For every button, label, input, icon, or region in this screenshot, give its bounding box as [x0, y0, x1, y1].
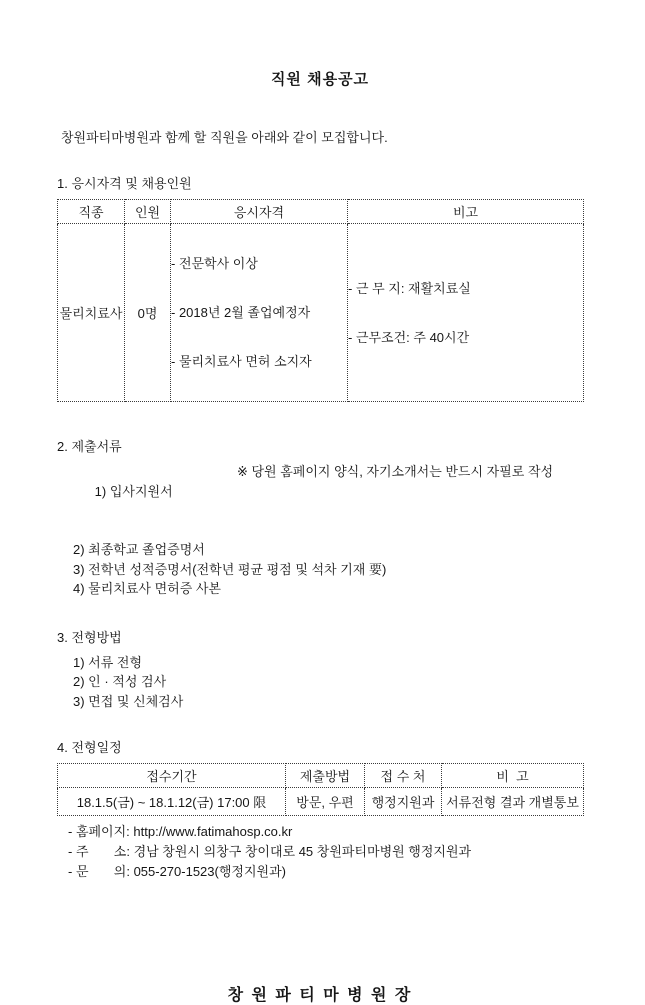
section2-heading: 2. 제출서류	[57, 439, 122, 454]
remark-line: - 근 무 지: 재활치료실	[348, 280, 471, 296]
qualification-table-row	[58, 224, 584, 402]
cell-job-type: 물리치료사	[58, 224, 125, 402]
header-submission-method: 제출방법	[286, 764, 365, 788]
header-qualifications: 응시자격	[171, 200, 348, 224]
list-item-text: 1) 입사지원서	[94, 483, 173, 499]
section4-heading: 4. 전형일정	[57, 740, 122, 755]
list-item: 2) 최종학교 졸업증명서	[73, 542, 205, 557]
header-schedule-remarks: 비 고	[442, 764, 584, 788]
schedule-table	[57, 763, 584, 816]
section1-heading: 1. 응시자격 및 채용인원	[57, 176, 192, 191]
list-item	[73, 462, 583, 540]
intro-text: 창원파티마병원과 함께 할 직원을 아래와 같이 모집합니다.	[61, 130, 388, 145]
selection-method-list	[73, 653, 583, 712]
address-line: - 주 소: 경남 창원시 의창구 창이대로 45 창원파티마병원 행정지원과	[68, 844, 472, 859]
homepage-line: - 홈페이지: http://www.fatimahosp.co.kr	[68, 824, 293, 839]
cell-remarks	[348, 224, 584, 402]
cell-reception-desk: 행정지원과	[365, 788, 442, 816]
header-reception-desk: 접 수 처	[365, 764, 442, 788]
page-title: 직원 채용공고	[270, 71, 370, 88]
list-item: 2) 인 · 적성 검사	[73, 674, 167, 689]
submission-documents-list	[73, 462, 583, 599]
list-item: 3) 면접 및 신체검사	[73, 693, 184, 709]
section3-heading: 3. 전형방법	[57, 629, 122, 645]
inquiry-line: - 문 의: 055-270-1523(행정지원과)	[68, 864, 286, 879]
schedule-table-header-row	[58, 764, 584, 788]
list-item: 3) 전학년 성적증명서(전학년 평균 평점 및 석차 기재 要)	[73, 561, 387, 577]
qualification-line: - 전문학사 이상	[171, 256, 258, 271]
cell-submission-method: 방문, 우편	[286, 788, 365, 816]
qualification-line: - 물리치료사 면허 소지자	[171, 354, 312, 369]
header-job-type: 직종	[58, 200, 125, 224]
contact-info	[68, 822, 583, 882]
cell-application-period: 18.1.5(금) ~ 18.1.12(금) 17:00 限	[58, 788, 286, 816]
cell-qualifications	[171, 224, 348, 402]
schedule-table-row	[58, 788, 584, 816]
remark-line: - 근무조건: 주 40시간	[348, 329, 470, 345]
list-item: 4) 물리치료사 면허증 사본	[73, 581, 221, 596]
header-application-period: 접수기간	[58, 764, 286, 788]
signature-line: 창 원 파 티 마 병 원 장	[227, 987, 413, 1004]
list-item: 1) 서류 전형	[73, 654, 143, 670]
cell-headcount: 0명	[125, 224, 171, 402]
qualification-line: - 2018년 2월 졸업예정자	[171, 305, 311, 320]
side-note: ※ 당원 홈페이지 양식, 자기소개서는 반드시 자필로 작성	[237, 464, 554, 479]
qualification-table-header-row	[58, 200, 584, 224]
header-remarks: 비고	[348, 200, 584, 224]
header-headcount: 인원	[125, 200, 171, 224]
cell-schedule-remarks: 서류전형 결과 개별통보	[442, 788, 584, 816]
qualification-table	[57, 199, 584, 402]
